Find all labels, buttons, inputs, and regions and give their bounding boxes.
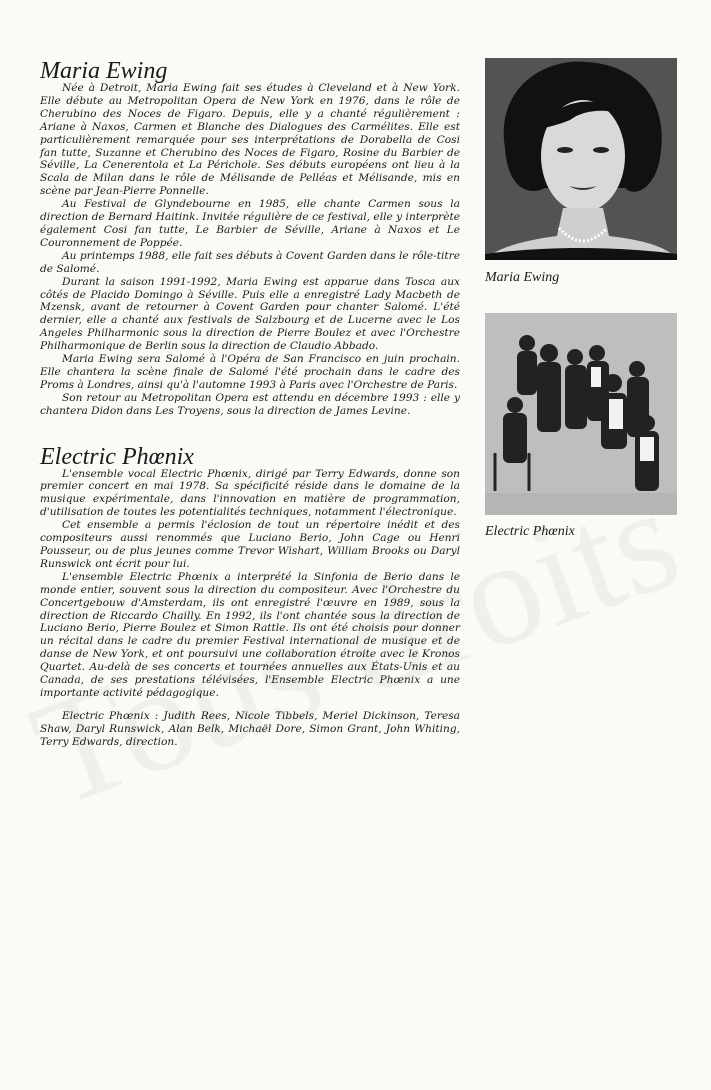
ewing-paragraph: Au printemps 1988, elle fait ses débuts à Covent Garden dans le rôle-titre de Salomé. (40, 249, 460, 275)
phoenix-paragraph: L'ensemble vocal Electric Phœnix, dirigé par Terry Edwards, donne son premier concert en mai 1978. Sa spécificité réside dans le domaine de la musique expérimentale, dans l'innovation en matière de programmation, d'utilisation de toutes les potentialités techniques, notamment l'électronique. (40, 467, 460, 519)
phoenix-paragraph: Cet ensemble a permis l'éclosion de tout un répertoire inédit et des compositeurs aussi renommés que Luciano Berio, John Cage ou Henri Pousseur, ou de plus jeunes comme Trevor Wishart, William Brooks ou Daryl Runswick ont écrit pour lui. (40, 519, 460, 570)
phoenix-members: Electric Phœnix : Judith Rees, Nicole Tibbels, Meriel Dickinson, Teresa Shaw, Daryl Runswick, Alan Belk, Michaël Dore, Simon Grant, John Whiting, Terry Edwards, direction. (40, 709, 460, 748)
ewing-portrait-photo (485, 58, 677, 260)
ewing-paragraph: Durant la saison 1991-1992, Maria Ewing est apparue dans Tosca aux côtés de Placido Domingo à Séville. Puis elle a enregistré Lady Macbeth de Mzensk, avant de retourner à Covent Garden pour chanter Salomé. L'été dernier, elle a chanté aux festivals de Salzbourg et de Lucerne avec le Los Angeles Philharmonic sous la direction de Pierre Boulez et avec l'Orchestre Philharmonique de Berlin sous la direction de Claudio Abbado. (40, 275, 460, 353)
text-column (40, 60, 460, 749)
phoenix-biography (40, 468, 460, 749)
ewing-paragraph: Son retour au Metropolitan Opera est attendu en décembre 1993 : elle y chantera Didon dans Les Troyens, sous la direction de James Levine. (40, 391, 460, 417)
phoenix-heading: Electric Phœnix (40, 443, 194, 470)
ewing-paragraph: Maria Ewing sera Salomé à l'Opéra de San Francisco en juin prochain. Elle chantera la scène finale de Salomé l'été prochain dans le cadre des Proms à Londres, ainsi qu'à l'automne 1993 à Paris avec l'Orchestre de Paris. (40, 353, 460, 391)
ewing-biography (40, 82, 460, 418)
phoenix-group-photo (485, 313, 677, 515)
ewing-heading: Maria Ewing (40, 58, 168, 84)
ewing-photo-caption: Maria Ewing (485, 270, 560, 285)
phoenix-photo-caption: Electric Phœnix (485, 524, 575, 539)
phoenix-paragraph: L'ensemble Electric Phœnix a interprété la Sinfonia de Berio dans le monde entier, souvent sous la direction du compositeur. Avec l'Orchestre du Concertgebouw d'Amsterdam, ils ont enregistré l'œuvre en 1989, sous la direction de Riccardo Chailly. En 1992, ils l'ont chantée sous la direction de Luciano Berio, Pierre Boulez et Simon Rattle. Ils ont été choisis pour donner un récital dans le cadre du premier Festival international de musique et de danse de New York, et ont poursuivi une collaboration étroite avec le Kronos Quartet. Au-delà de ses concerts et tournées annuelles aux États-Unis et au Canada, de ses prestations télévisées, l'Ensemble Electric Phœnix a une importante activité pédagogique. (40, 570, 460, 699)
ewing-paragraph: Née à Detroit, Maria Ewing fait ses études à Cleveland et à New York. Elle débute au Metropolitan Opera de New York en 1976, dans le rôle de Cherubino des Noces de Figaro. Depuis, elle y a chanté régulièrement : Ariane à Naxos, Carmen et Blanche des Dialogues des Carmélites. Elle est particulièrement remarquée pour ses interprétations de Dorabella de Cosi fan tutte, Suzanne et Cherubino des Noces de Figaro, Rosine du Barbier de Séville, La Cenerentola et La Périchole. Ses débuts européens ont lieu à la Scala de Milan dans le rôle de Mélisande de Pelléas et Mélisande, mis en scène par Jean-Pierre Ponnelle. (40, 82, 460, 198)
ewing-paragraph: Au Festival de Glyndebourne en 1985, elle chante Carmen sous la direction de Bernard Haitink. Invitée régulière de ce festival, elle y interprète également Cosi fan tutte, Le Barbier de Séville, Ariane à Naxos et Le Couronnement de Poppée. (40, 198, 460, 249)
